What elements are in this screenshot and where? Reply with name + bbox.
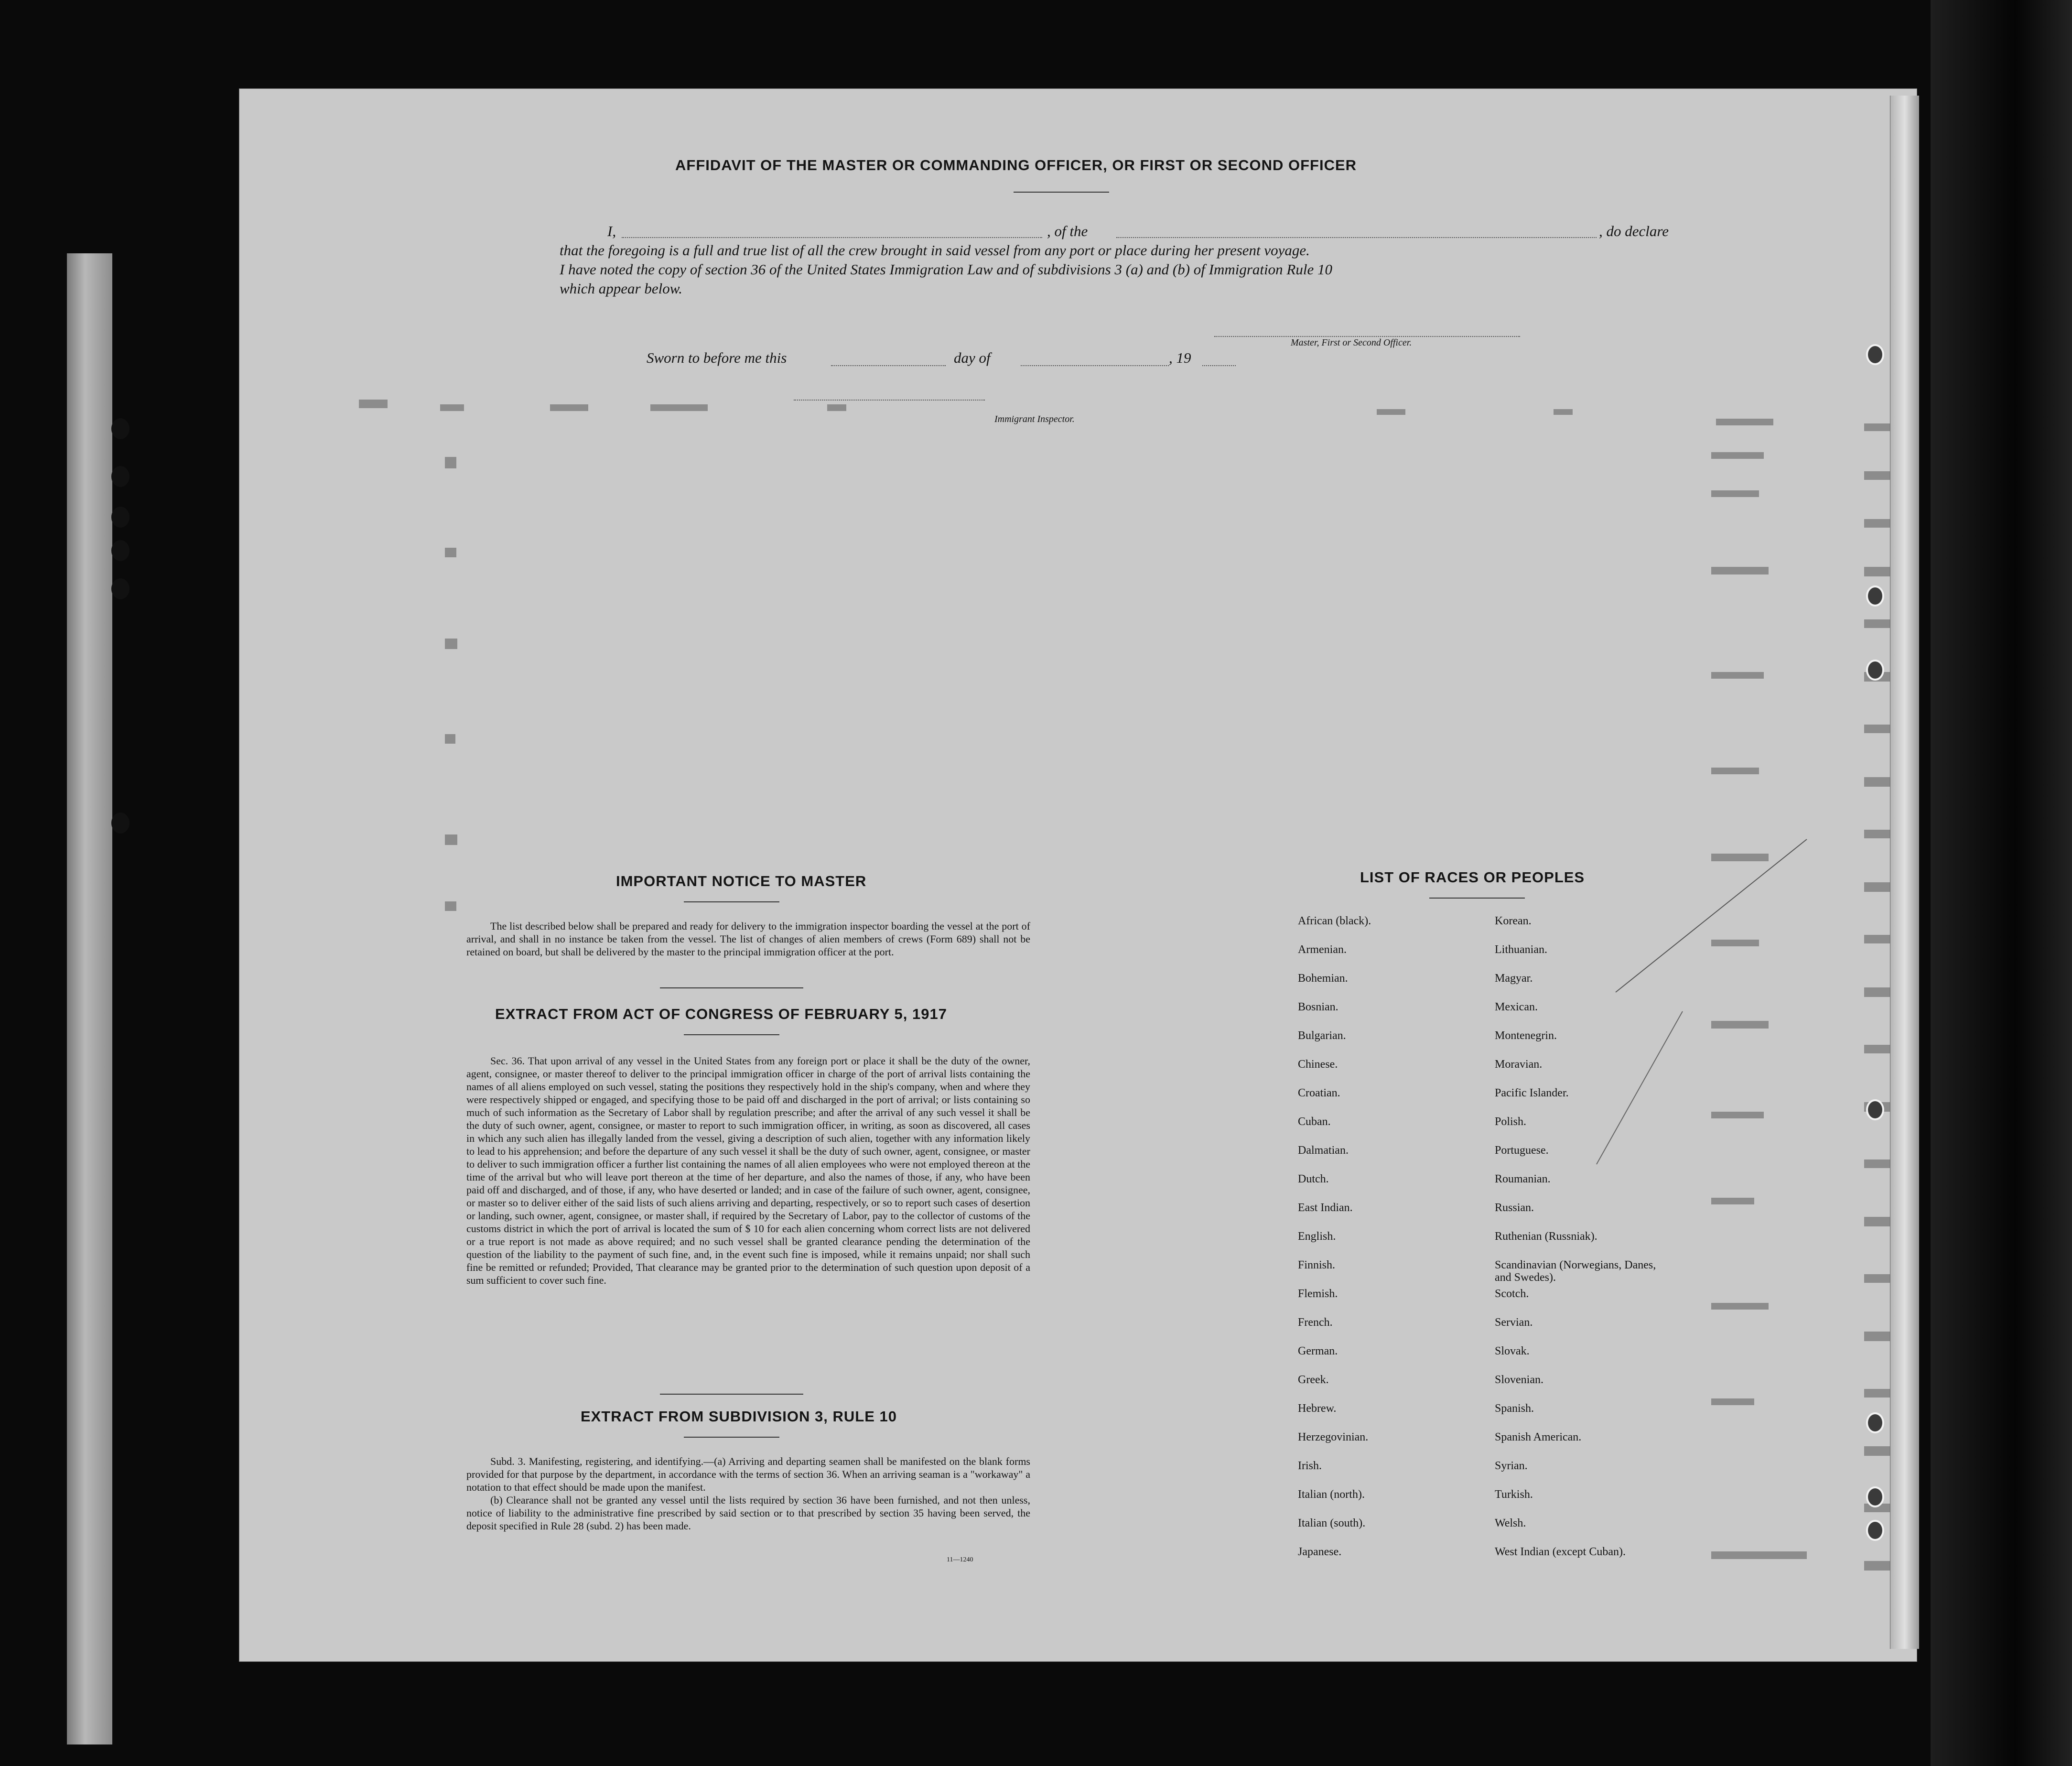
race-item: Portuguese. — [1495, 1144, 1549, 1157]
race-item: Armenian. — [1298, 943, 1347, 956]
race-item: Montenegrin. — [1495, 1029, 1557, 1042]
race-item: Irish. — [1298, 1460, 1322, 1472]
notice-divider — [660, 987, 803, 988]
race-item: Scotch. — [1495, 1288, 1529, 1300]
race-item: Welsh. — [1495, 1517, 1526, 1529]
race-item: Ruthenian (Russniak). — [1495, 1230, 1597, 1243]
race-item: German. — [1298, 1345, 1338, 1357]
race-item: Spanish American. — [1495, 1431, 1582, 1443]
vessel-blank — [1116, 237, 1597, 238]
race-item: Slovak. — [1495, 1345, 1530, 1357]
affidavit-line-do-declare: , do declare — [1599, 223, 1669, 239]
race-item: Moravian. — [1495, 1058, 1543, 1071]
race-item: Herzegovinian. — [1298, 1431, 1369, 1443]
rule-paragraph-a: Subd. 3. Manifesting, registering, and identifying.—(a) Arriving and departing seamen shall be manifested on the blank forms provided for that purpose by the department, in accordance with the terms of section 36. When an arriving seaman is a "workaway" a notation to that effect should be made upon the manifest. — [466, 1455, 1030, 1493]
race-item: Flemish. — [1298, 1288, 1338, 1300]
race-item: Servian. — [1495, 1316, 1533, 1329]
race-item: Slovenian. — [1495, 1374, 1543, 1386]
affidavit-line-i: I, — [607, 223, 616, 239]
day-of-text: day of — [954, 349, 991, 366]
race-item: English. — [1298, 1230, 1336, 1243]
diagonal-scratch — [1482, 830, 1816, 1260]
act-text — [466, 1054, 1030, 1287]
rule-title: EXTRACT FROM SUBDIVISION 3, RULE 10 — [581, 1408, 897, 1425]
affidavit-line-2: that the foregoing is a full and true list of all the crew brought in said vessel from any port or place during her present voyage. — [560, 242, 1310, 259]
race-item: Magyar. — [1495, 972, 1533, 985]
race-item: Dutch. — [1298, 1173, 1329, 1185]
year-text: , 19 — [1169, 349, 1191, 366]
race-item: Bosnian. — [1298, 1001, 1338, 1013]
notice-title: IMPORTANT NOTICE TO MASTER — [616, 873, 867, 889]
affidavit-title: AFFIDAVIT OF THE MASTER OR COMMANDING OFFICER, OR FIRST OR SECOND OFFICER — [675, 157, 1357, 173]
day-blank — [831, 365, 946, 366]
act-divider — [660, 1394, 803, 1395]
notice-paragraph: The list described below shall be prepared and ready for delivery to the immigration inspector boarding the vessel at the port of arrival, and shall in no instance be taken from the vessel. The list of changes of alien members of crews (Form 689) shall not be retained on board, but shall be delivered by the master to the principal immigration officer at the port. — [466, 920, 1030, 958]
race-item: Dalmatian. — [1298, 1144, 1349, 1157]
affidavit-line-4: which appear below. — [560, 280, 682, 297]
race-item: Roumanian. — [1495, 1173, 1551, 1185]
name-blank — [622, 237, 1042, 238]
month-blank — [1021, 365, 1169, 366]
race-item: Italian (north). — [1298, 1488, 1365, 1501]
act-title-rule — [684, 1034, 779, 1035]
race-item: Mexican. — [1495, 1001, 1538, 1013]
race-item: Bulgarian. — [1298, 1029, 1346, 1042]
binding-shadow — [1931, 0, 2072, 1766]
year-blank — [1202, 365, 1236, 366]
race-item: Bohemian. — [1298, 972, 1348, 985]
race-item: Lithuanian. — [1495, 943, 1547, 956]
signature-caption: Master, First or Second Officer. — [1291, 337, 1412, 348]
adjacent-page-edge — [67, 253, 112, 1744]
inspector-blank — [794, 400, 985, 401]
race-item: Korean. — [1495, 915, 1532, 927]
race-item: Croatian. — [1298, 1087, 1340, 1099]
rule-paragraph-b: (b) Clearance shall not be granted any vessel until the lists required by section 36 have been furnished, and not then unless, notice of liability to the administrative fine prescribed by said section or to that prescribed by section 35 having been served, the deposit specified in Rule 28 (subd. 2) has been made. — [466, 1494, 1030, 1532]
notice-text — [466, 920, 1030, 958]
race-item: Polish. — [1495, 1116, 1527, 1128]
race-item: Syrian. — [1495, 1460, 1528, 1472]
race-item: Italian (south). — [1298, 1517, 1366, 1529]
race-item: Russian. — [1495, 1202, 1534, 1214]
race-item: Turkish. — [1495, 1488, 1533, 1501]
affidavit-title-rule — [1014, 192, 1109, 193]
race-item: Pacific Islander. — [1495, 1087, 1569, 1099]
race-item: Japanese. — [1298, 1546, 1342, 1558]
affidavit-line-of-the: , of the — [1047, 223, 1088, 239]
document-page — [239, 88, 1917, 1662]
rule-text — [466, 1455, 1030, 1532]
act-title: EXTRACT FROM ACT OF CONGRESS OF FEBRUARY 5, 1917 — [495, 1006, 947, 1022]
notice-title-rule — [684, 901, 779, 902]
rule-title-rule — [684, 1437, 779, 1438]
signature-blank — [1214, 336, 1520, 337]
race-item: Hebrew. — [1298, 1402, 1337, 1415]
inspector-caption: Immigrant Inspector. — [994, 414, 1075, 424]
race-item: Cuban. — [1298, 1116, 1331, 1128]
act-paragraph: Sec. 36. That upon arrival of any vessel in the United States from any foreign port or place it shall be the duty of the owner, agent, consignee, or master thereof to deliver to the principal immigration officer in charge of the port of arrival lists containing the names of all aliens employed on such vessel, stating the positions they respectively hold in the ship's company, when and where they were respectively shipped or engaged, and specifying those to be paid off and discharged in the port of arrival; or lists containing so much of such information as the Secretary of Labor shall by regulation prescribe; and after the arrival of any such vessel it shall be the duty of such owner, agent, consignee, or master to report to such immigration officer, in writing, as soon as discovered, all cases in which any such alien has illegally landed from the vessel, giving a description of such alien, together with any information likely to lead to his apprehension; and before the departure of any such vessel it shall be the duty of such owner, agent, consignee, or master to deliver to such immigration officer a further list containing the names of all alien employees who were not employed thereon at the time of the arrival but who will leave port thereon at the time of her departure, and also the names of those, if any, who have been paid off and discharged, and of those, if any, who have deserted or landed; and in case of the failure of such owner, agent, consignee, or master so to deliver either of the said lists of such aliens arriving and departing, respectively, or so to report such cases of desertion or landing, such owner, agent, consignee, or master shall, if required by the Secretary of Labor, pay to the collector of customs of the customs district in which the port of arrival is located the sum of $ 10 for each alien concerning whom correct lists are not delivered or a true report is not made as above required; and no such vessel shall be granted clearance pending the determination of the question of the liability to the payment of such fine, and, in the event such fine is imposed, while it remains unpaid; nor shall such fine be remitted or refunded; Provided, That clearance may be granted prior to the determination of such question upon deposit of a sum sufficient to cover such fine. — [466, 1055, 1030, 1286]
race-item: French. — [1298, 1316, 1333, 1329]
page-fold — [1890, 96, 1919, 1649]
race-item: East Indian. — [1298, 1202, 1353, 1214]
races-title: LIST OF RACES OR PEOPLES — [1360, 869, 1585, 886]
race-item: Finnish. — [1298, 1259, 1336, 1271]
race-item: African (black). — [1298, 915, 1371, 927]
race-item: Chinese. — [1298, 1058, 1338, 1071]
race-item: Greek. — [1298, 1374, 1329, 1386]
race-item: West Indian (except Cuban). — [1495, 1546, 1626, 1558]
affidavit-line-3: I have noted the copy of section 36 of the United States Immigration Law and of subdivisions 3 (a) and (b) of Immigration Rule 10 — [560, 261, 1332, 278]
race-item: Spanish. — [1495, 1402, 1534, 1415]
sworn-text: Sworn to before me this — [647, 349, 787, 366]
race-item: Scandinavian (Norwegians, Danes, and Swedes). — [1495, 1259, 1656, 1284]
form-number: 11—1240 — [947, 1556, 973, 1563]
